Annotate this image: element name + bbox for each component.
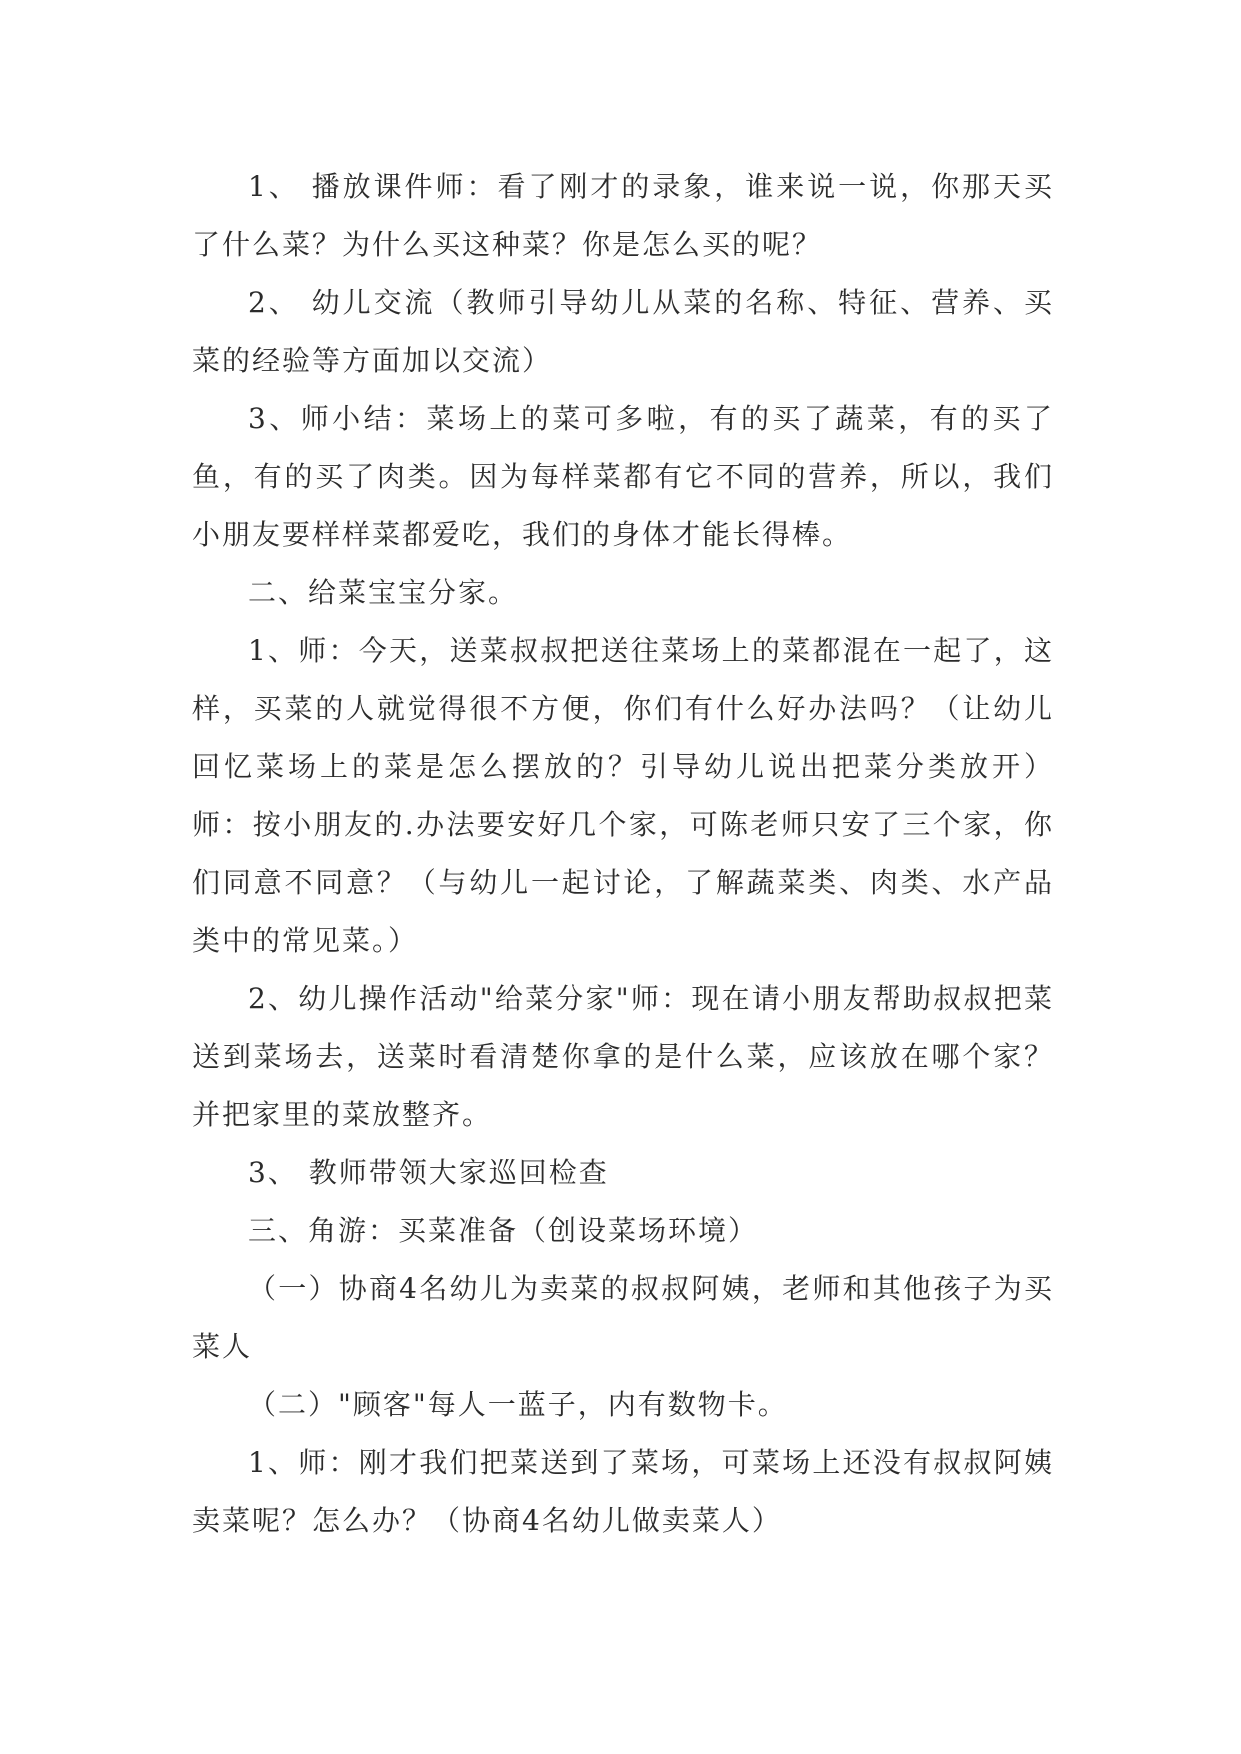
paragraph-7: （一）协商4名幼儿为卖菜的叔叔阿姨，老师和其他孩子为买菜人	[192, 1272, 1054, 1363]
paragraph-3: 3、师小结：菜场上的菜可多啦，有的买了蔬菜，有的买了鱼，有的买了肉类。因为每样菜都有它不同的营养，所以，我们小朋友要样样菜都爱吃，我们的身体才能长得棒。	[192, 402, 1054, 551]
section-heading-2: 二、给菜宝宝分家。	[248, 576, 519, 609]
paragraph-2: 2、 幼儿交流（教师引导幼儿从菜的名称、特征、营养、买菜的经验等方面加以交流）	[192, 286, 1054, 377]
section-heading-3: 三、角游：买菜准备（创设菜场环境）	[248, 1214, 759, 1247]
paragraph-5: 2、幼儿操作活动"给菜分家"师：现在请小朋友帮助叔叔把菜送到菜场去，送菜时看清楚你拿的是什么菜，应该放在哪个家？并把家里的菜放整齐。	[192, 982, 1054, 1131]
paragraph-4: 1、师：今天，送菜叔叔把送往菜场上的菜都混在一起了，这样，买菜的人就觉得很不方便，你们有什么好办法吗？（让幼儿回忆菜场上的菜是怎么摆放的？引导幼儿说出把菜分类放开）师：按小朋友的.办法要安好几个家，可陈老师只安了三个家，你们同意不同意？（与幼儿一起讨论，了解蔬菜类、肉类、水产品类中的常见菜。）	[192, 634, 1054, 957]
paragraph-9: 1、师：刚才我们把菜送到了菜场，可菜场上还没有叔叔阿姨卖菜呢？怎么办？（协商4名幼儿做卖菜人）	[192, 1446, 1054, 1537]
document-body	[192, 158, 1054, 1550]
paragraph-8: （二）"顾客"每人一蓝子，内有数物卡。	[248, 1388, 788, 1421]
paragraph-1: 1、 播放课件师：看了刚才的录象，谁来说一说，你那天买了什么菜？为什么买这种菜？你是怎么买的呢？	[192, 170, 1054, 261]
paragraph-6: 3、 教师带领大家巡回检查	[248, 1156, 609, 1189]
